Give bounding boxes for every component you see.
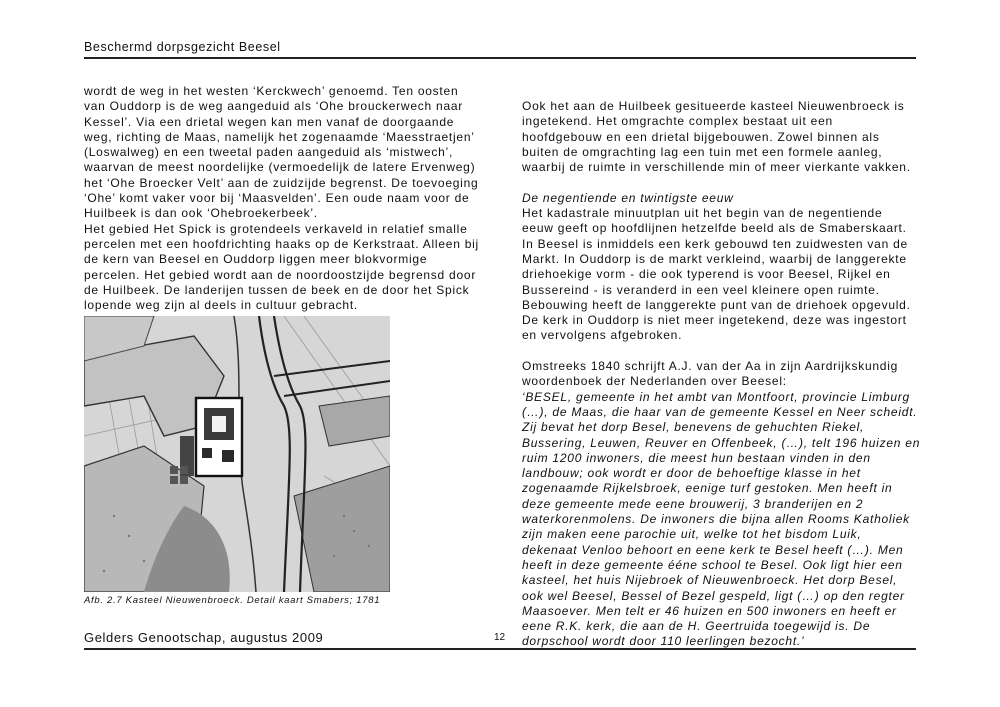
quote-line: dorpschool wordt door 110 leerlingen bezocht.’: [522, 634, 805, 649]
quote-line: deze gemeente mede eene brouwerij, 3 branderijen en 2: [522, 496, 864, 511]
text-line: Bebouwing heeft de langgerekte punt van de driehoek opgevuld.: [522, 297, 911, 312]
quote-line: zijn maken eene parochie uit, welke tot het bisdom Luik,: [522, 527, 862, 542]
quote-line: landbouw; ook wordt er door de behoeftige klasse in het: [522, 466, 861, 481]
text-line: Ook het aan de Huilbeek gesitueerde kasteel Nieuwenbroeck is: [522, 99, 905, 113]
text-line: (Loswalweg) en een tweetal paden aangeduid als ‘mistwech’,: [84, 145, 454, 160]
quote-line: Bussering, Leuwen, Reuver en Offenbeek, (…), telt 196 huizen en: [522, 435, 921, 450]
text-line: Markt. In Ouddorp is de markt verkleind, waarbij de langgerekte: [522, 251, 907, 266]
quote-line: kasteel, het huis Nijebroek of Nieuwenbroeck. Het dorp Besel,: [522, 573, 898, 588]
text-line: Bussereind - is veranderd in een veel kleinere open ruimte.: [522, 282, 880, 297]
quote-line: ‘BESEL, gemeente in het ambt van Montfoort, provincie Limburg: [522, 389, 910, 404]
historic-map-image: [84, 316, 390, 592]
map-drawing: [84, 316, 390, 592]
text-line: het ‘Ohe Broecker Velt’ aan de zuidzijde begrenst. De toevoeging: [84, 175, 479, 190]
paragraph-gap: [522, 175, 922, 190]
text-line: de Huilbeek. De landerijen tussen de beek en de door het Spick: [84, 282, 470, 297]
text-line: percelen met een hoofdrichting haaks op de Kerkstraat. Alleen bij: [84, 236, 479, 251]
text-line: Het kadastrale minuutplan uit het begin van de negentiende: [522, 206, 883, 221]
quote-line: eene R.K. kerk, die aan de H. Geertruida toegewijd is. De: [522, 619, 871, 634]
quote-line: heeft in deze gemeente ééne school te Besel. Ook ligt hier een: [522, 557, 903, 572]
paragraph-gap: [522, 344, 922, 359]
left-text-column: [84, 84, 502, 313]
quote-line: zogenaamde Rijkelsbroek, eenige turf gestoken. Men heeft in: [522, 481, 893, 496]
text-line: de kern van Beesel en Ouddorp liggen meer blokvormige: [84, 252, 428, 267]
text-line: percelen. Het gebied wordt aan de noordoostzijde begrensd door: [84, 267, 477, 282]
quote-line: Zij bevat het dorp Besel, benevens de gehuchten Riekel,: [522, 420, 865, 435]
footer-rule: [84, 648, 916, 650]
quote-line: dekenaat Venloo behoort en eene kerk te Besel heeft (…). Men: [522, 542, 904, 557]
quote-line: ook wel Beesel, Bessel of Bezel gespeld, ligt (…) op den regter: [522, 588, 905, 603]
figure-caption: Afb. 2.7 Kasteel Nieuwenbroeck. Detail kaart Smabers; 1781: [84, 595, 381, 606]
text-line: en vervolgens afgebroken.: [522, 328, 683, 343]
text-line: driehoekige vorm - die ook typerend is voor Beesel, Rijkel en: [522, 267, 891, 282]
text-line: woordenboek der Nederlanden over Beesel:: [522, 374, 787, 389]
text-line: Kessel’. Via een drietal wegen kan men vanaf de doorgaande: [84, 114, 455, 129]
footer-publisher: Gelders Genootschap, augustus 2009: [84, 630, 324, 645]
text-line: waarvan de meest noordelijke (vermoedelijk de latere Ervenweg): [84, 160, 476, 175]
quote-line: Maasoever. Men telt er 46 huizen en 500 inwoners en heeft er: [522, 603, 897, 618]
text-line: eeuw geeft op hoofdlijnen hetzelfde beeld als de Smaberskaart.: [522, 221, 907, 236]
page-number: 12: [494, 632, 506, 643]
text-line: weg, richting de Maas, namelijk het zogenaamde ‘Maesstraetjen’: [84, 129, 475, 144]
quote-line: waterkorenmolens. De inwoners die bijna allen Rooms Katholiek: [522, 512, 910, 527]
quote-line: ruim 1200 inwoners, die meest hun bestaan vinden in den: [522, 450, 871, 465]
text-line: De kerk in Ouddorp is niet meer ingetekend, deze was ingestort: [522, 313, 907, 328]
text-line: Huilbeek is dan ook ‘Ohebroekerbeek’.: [84, 206, 318, 221]
text-line: waarbij de ruimte in verschillende min of meer vierkante vakken.: [522, 160, 911, 175]
text-line: buiten de omgrachting lag een tuin met een formele aanleg,: [522, 144, 883, 159]
text-line: wordt de weg in het westen ‘Kerckwech’ genoemd. Ten oosten: [84, 84, 459, 98]
text-line: Omstreeks 1840 schrijft A.J. van der Aa in zijn Aardrijkskundig: [522, 359, 899, 374]
section-heading: De negentiende en twintigste eeuw: [522, 190, 734, 205]
text-line: ingetekend. Het omgrachte complex bestaat uit een: [522, 114, 833, 129]
header-rule: [84, 57, 916, 59]
quote-line: (…), de Maas, die haar van de gemeente Kessel en Neer scheidt.: [522, 404, 918, 419]
text-line: In Beesel is inmiddels een kerk gebouwd ten zuidwesten van de: [522, 236, 908, 251]
text-line: lopende weg zijn al deels in cultuur gebracht.: [84, 298, 358, 313]
text-line: van Ouddorp is de weg aangeduid als ‘Ohe brouckerwech naar: [84, 99, 464, 114]
text-line: hoofdgebouw en een drietal bijgebouwen. Zowel binnen als: [522, 129, 880, 144]
text-line: ‘Ohe’ komt vaker voor bij ‘Maasvelden’. Een oude naam voor de: [84, 191, 470, 206]
running-header: Beschermd dorpsgezicht Beesel: [84, 40, 281, 54]
text-line: Het gebied Het Spick is grotendeels verkaveld in relatief smalle: [84, 221, 468, 236]
right-text-column: [522, 99, 922, 650]
